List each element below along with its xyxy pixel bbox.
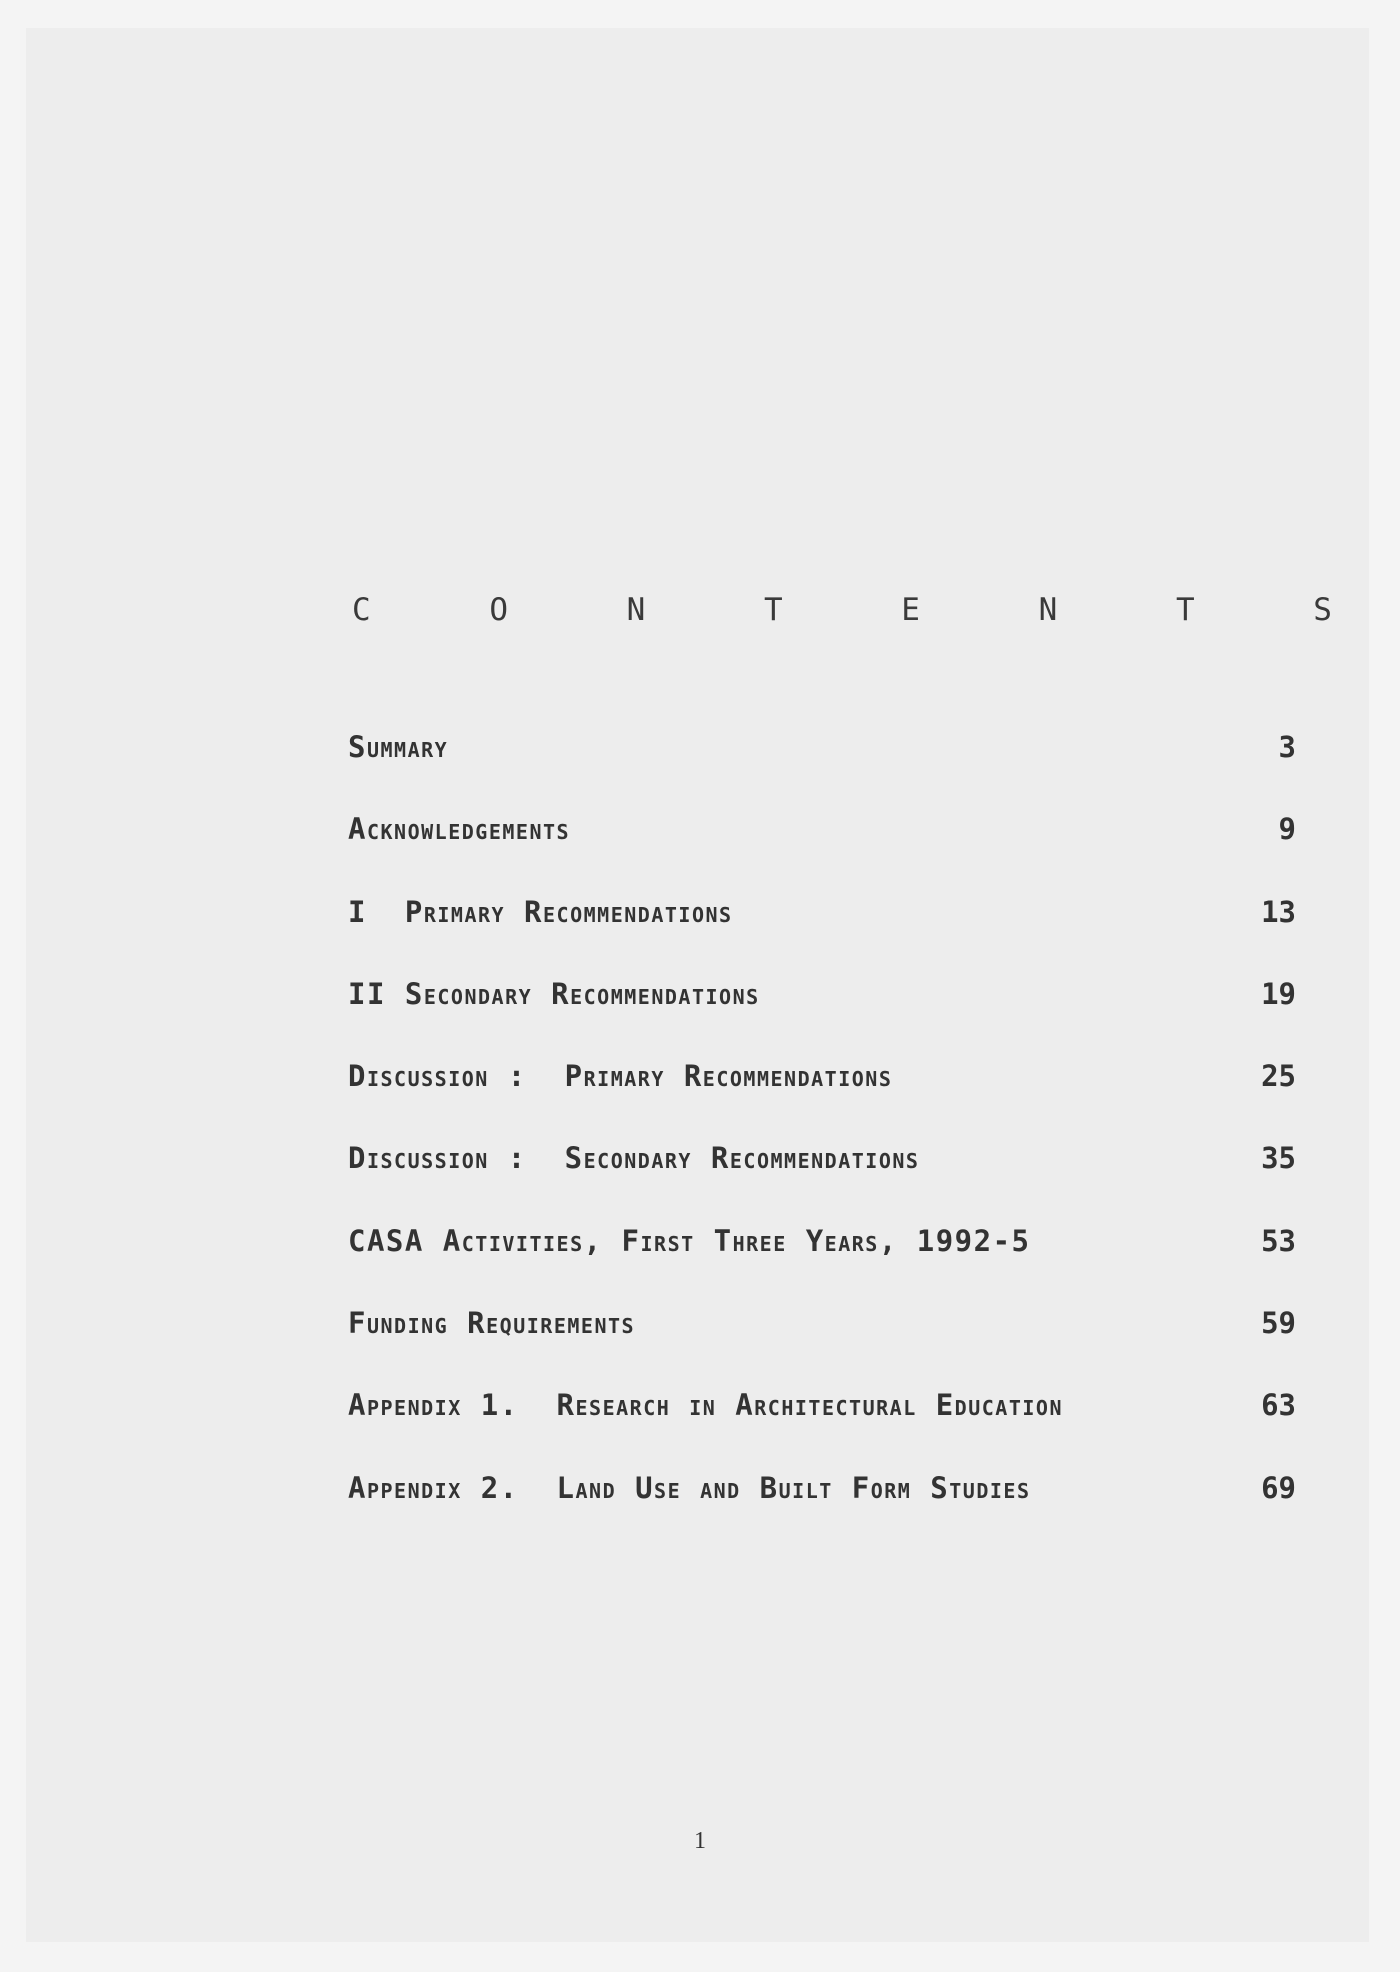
toc-entry-summary <box>348 730 1296 812</box>
toc-entry-label: II Secondary Recommendations <box>348 976 760 1011</box>
page-number: 1 <box>694 1828 706 1854</box>
toc-entry-funding-requirements <box>348 1306 1296 1388</box>
toc-entry-label: Discussion : Primary Recommendations <box>348 1059 893 1094</box>
toc-entry-discussion-secondary <box>348 1141 1296 1223</box>
toc-entry-label: I Primary Recommendations <box>348 894 733 929</box>
toc-entry-label: Appendix 2. Land Use and Built Form Studies <box>348 1470 1031 1505</box>
toc-entry-label: Acknowledgements <box>348 812 571 847</box>
toc-entry-label: Summary <box>348 730 449 764</box>
toc-entry-acknowledgements <box>348 812 1296 894</box>
toc-entry-page: 35 <box>1261 1141 1296 1176</box>
toc-entry-page: 3 <box>1278 730 1296 764</box>
toc-entry-appendix-2 <box>348 1471 1296 1553</box>
toc-entry-page: 53 <box>1261 1223 1296 1258</box>
toc-entry-label: Funding Requirements <box>348 1306 636 1341</box>
toc-entry-page: 19 <box>1261 976 1296 1011</box>
toc-entry-page: 69 <box>1261 1470 1296 1505</box>
toc-entry-primary-recommendations <box>348 895 1296 977</box>
toc-entry-casa-activities <box>348 1224 1296 1306</box>
toc-entry-label: Discussion : Secondary Recommendations <box>348 1141 920 1176</box>
toc-entry-label: Appendix 1. Research in Architectural Education <box>348 1388 1063 1423</box>
toc-entry-page: 63 <box>1261 1388 1296 1423</box>
toc-entry-secondary-recommendations <box>348 977 1296 1059</box>
toc-entry-discussion-primary <box>348 1059 1296 1141</box>
toc-entry-page: 59 <box>1261 1306 1296 1341</box>
table-of-contents <box>348 730 1296 1553</box>
toc-entry-appendix-1 <box>348 1388 1296 1470</box>
toc-entry-label: CASA Activities, First Three Years, 1992-5 <box>348 1223 1031 1258</box>
toc-entry-page: 25 <box>1261 1059 1296 1094</box>
toc-entry-page: 9 <box>1278 812 1296 847</box>
toc-entry-page: 13 <box>1261 894 1296 929</box>
contents-heading: C O N T E N T S <box>352 592 1382 628</box>
